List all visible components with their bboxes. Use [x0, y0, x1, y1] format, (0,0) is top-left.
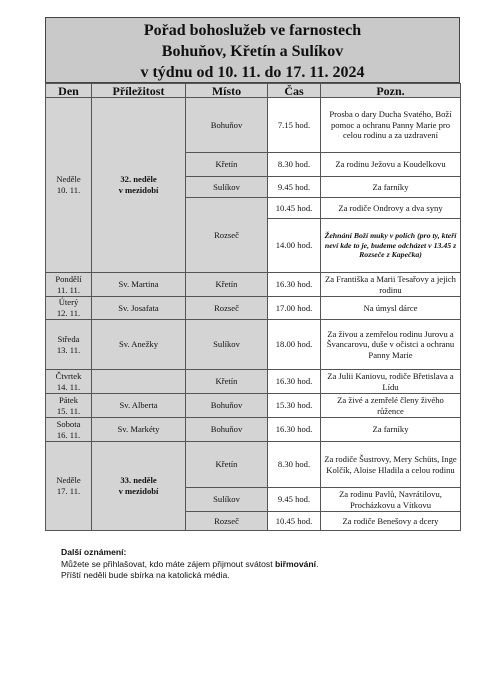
note-cell: Za živou a zemřelou rodinu Jurovu a Švancarovu, duše v očistci a ochranu Panny Marie: [321, 320, 461, 370]
day-cell: [46, 418, 92, 442]
occasion-cell: Sv. Anežky: [92, 320, 186, 370]
note-cell: Za rodiče Šustrovy, Mery Schüts, Inge Kolčík, Aloise Hladila a celou rodinu: [321, 442, 461, 488]
announcement-text: Můžete se přihlašovat, kdo máte zájem přijmout svátost: [61, 558, 275, 569]
day-date: 12. 11.: [56, 308, 81, 318]
table-row: [46, 370, 461, 394]
day-name: Čtvrtek: [55, 370, 82, 381]
day-date: 10. 11.: [56, 185, 81, 195]
occasion-cell: [92, 442, 186, 531]
announcement-text-end: .: [316, 558, 319, 569]
place-cell: Křetín: [186, 153, 268, 177]
note-cell: Za živé a zemřelé členy živého růžence: [321, 394, 461, 418]
note-cell: Za rodiče Ondrovy a dva syny: [321, 198, 461, 219]
time-cell: 16.30 hod.: [268, 273, 321, 297]
day-date: 11. 11.: [57, 284, 80, 295]
day-date: 14. 11.: [56, 381, 81, 392]
time-cell: 9.45 hod.: [268, 488, 321, 512]
time-cell: 14.00 hod.: [268, 219, 321, 273]
note-cell: Za farníky: [321, 177, 461, 198]
day-date: 13. 11.: [56, 344, 81, 355]
time-cell: 16.30 hod.: [268, 418, 321, 442]
place-cell: Bohuňov: [186, 418, 268, 442]
note-cell: Za rodiče Benešovy a dcery: [321, 512, 461, 531]
day-name: Úterý: [58, 297, 79, 308]
table-row: [46, 320, 461, 370]
day-date: 16. 11.: [56, 429, 81, 440]
day-cell: [46, 394, 92, 418]
announcements-title: Další oznámení:: [61, 547, 127, 557]
day-name: Neděle: [56, 174, 81, 185]
day-name: Pátek: [58, 394, 79, 405]
place-cell: Sulíkov: [186, 320, 268, 370]
place-cell: Křetín: [186, 442, 268, 488]
place-cell: Bohuňov: [186, 394, 268, 418]
col-header-place: Místo: [186, 84, 268, 98]
note-cell: Za rodinu Ježovu a Koudelkovu: [321, 153, 461, 177]
time-cell: 15.30 hod.: [268, 394, 321, 418]
day-cell: [46, 320, 92, 370]
place-cell: Rozseč: [186, 297, 268, 320]
schedule-table: [45, 83, 461, 531]
day-date: 15. 11.: [56, 405, 81, 416]
table-row: [46, 418, 461, 442]
occasion-cell: Sv. Markéty: [92, 418, 186, 442]
place-cell: Rozseč: [186, 512, 268, 531]
occasion-cell: Sv. Josafata: [92, 297, 186, 320]
table-row: [46, 394, 461, 418]
note-cell: Za rodinu Pavlů, Navrátilovu, Procházkovu a Vítkovu: [321, 488, 461, 512]
announcement-highlight: biřmování: [274, 558, 317, 569]
day-cell: [46, 297, 92, 320]
day-name: Neděle: [56, 475, 81, 486]
time-cell: 10.45 hod.: [268, 198, 321, 219]
time-cell: 9.45 hod.: [268, 177, 321, 198]
day-date: 17. 11.: [56, 486, 81, 496]
table-row: [46, 442, 461, 488]
col-header-note: Pozn.: [321, 84, 461, 98]
occasion-line: 33. neděle: [120, 475, 157, 486]
time-cell: 17.00 hod.: [268, 297, 321, 320]
announcement-collection: Příští neděli bude sbírka na katolická média.: [61, 570, 230, 581]
time-cell: 8.30 hod.: [268, 442, 321, 488]
note-cell: Za farníky: [321, 418, 461, 442]
occasion-cell: [92, 370, 186, 394]
time-cell: 10.45 hod.: [268, 512, 321, 531]
note-cell: Prosba o dary Ducha Svatého, Boží pomoc a ochranu Panny Marie pro celou rodinu a za uzdravení: [321, 98, 461, 153]
table-header-row: [46, 84, 461, 98]
time-cell: 7.15 hod.: [268, 98, 321, 153]
place-cell: Bohuňov: [186, 98, 268, 153]
time-cell: 18.00 hod.: [268, 320, 321, 370]
place-cell: Rozseč: [186, 198, 268, 273]
col-header-time: Čas: [268, 84, 321, 98]
page-header: [45, 17, 460, 83]
day-name: Sobota: [56, 418, 81, 429]
header-parishes: Bohuňov, Křetín a Sulíkov: [161, 43, 344, 60]
col-header-day: Den: [46, 84, 92, 98]
announcements: [61, 547, 318, 582]
occasion-line: v mezidobí: [118, 486, 159, 496]
day-cell: [46, 370, 92, 394]
header-week: v týdnu od 10. 11. do 17. 11. 2024: [140, 64, 365, 81]
table-row: [46, 297, 461, 320]
time-cell: 16.30 hod.: [268, 370, 321, 394]
day-name: Středa: [57, 333, 80, 344]
place-cell: Sulíkov: [186, 177, 268, 198]
place-cell: Křetín: [186, 370, 268, 394]
note-cell: Za Julii Kaniovu, rodiče Břetislava a Lídu: [321, 370, 461, 394]
occasion-cell: Sv. Alberta: [92, 394, 186, 418]
occasion-cell: Sv. Martina: [92, 273, 186, 297]
announcement-confirmation: [61, 559, 318, 571]
col-header-occasion: Příležitost: [92, 84, 186, 98]
note-cell: Za Františka a Marii Tesařovy a jejich rodinu: [321, 273, 461, 297]
time-cell: 8.30 hod.: [268, 153, 321, 177]
day-cell: [46, 442, 92, 531]
day-cell: [46, 98, 92, 273]
table-row: [46, 98, 461, 153]
day-name: Pondělí: [55, 273, 82, 284]
occasion-line: v mezidobí: [118, 185, 159, 195]
occasion-cell: [92, 98, 186, 273]
note-cell: Na úmysl dárce: [321, 297, 461, 320]
header-title: Pořad bohoslužeb ve farnostech: [143, 22, 362, 39]
place-cell: Sulíkov: [186, 488, 268, 512]
table-row: [46, 273, 461, 297]
day-cell: [46, 273, 92, 297]
note-cell: Žehnání Boží muky v polích (pro ty, kteří neví kde to je, budeme odcházet v 13.45 z Rozseče z Kapečka): [321, 219, 461, 273]
occasion-line: 32. neděle: [120, 174, 157, 185]
place-cell: Křetín: [186, 273, 268, 297]
